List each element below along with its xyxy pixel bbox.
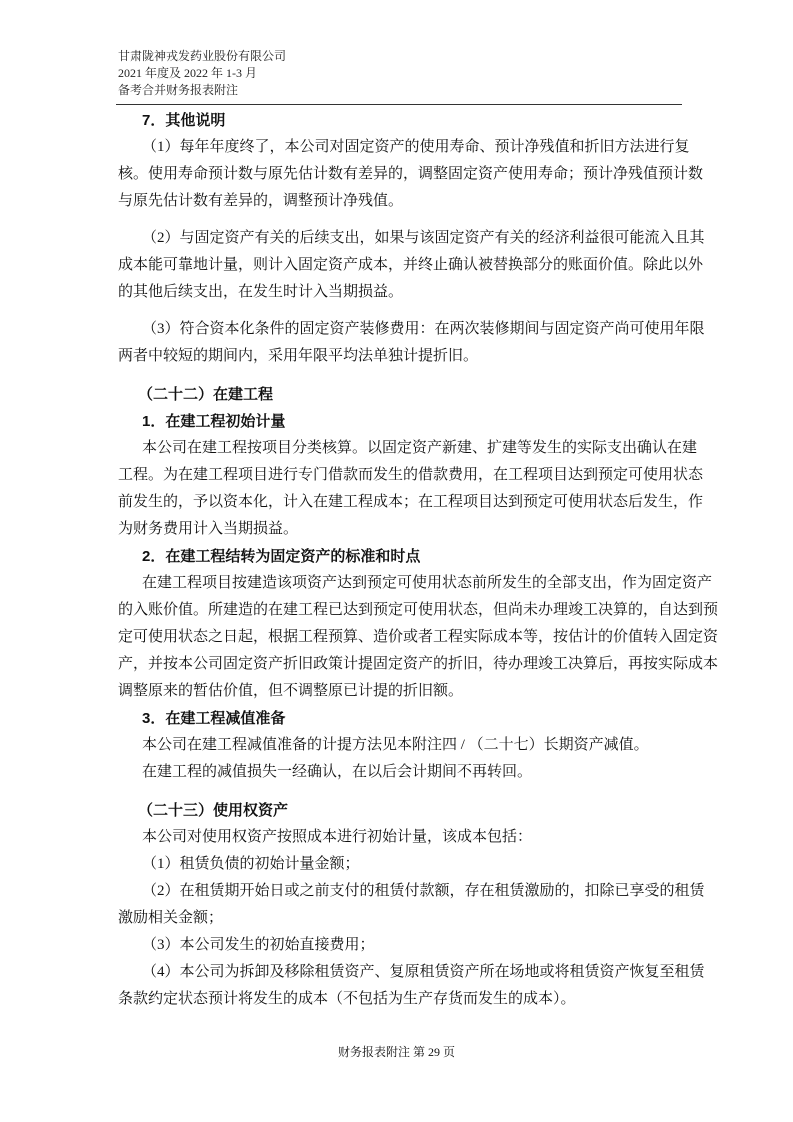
list-item: 条款约定状态预计将发生的成本（不包括为生产存货而发生的成本）。: [118, 991, 576, 1007]
subsection-heading: 1．在建工程初始计量: [142, 413, 286, 430]
paragraph-line: （1）每年年度终了，本公司对固定资产的使用寿命、预计净残值和折旧方法进行复: [142, 139, 690, 155]
list-item: （4）本公司为拆卸及移除租赁资产、复原租赁资产所在场地或将租赁资产恢复至租赁: [142, 964, 705, 980]
list-item: （1）租赁负债的初始计量金额；: [142, 856, 360, 872]
paragraph-line: 成本能可靠地计量，则计入固定资产成本，并终止确认被替换部分的账面价值。除此以外: [118, 257, 704, 273]
paragraph-line: 的其他后续支出，在发生时计入当期损益。: [118, 284, 404, 300]
paragraph-line: 调整原来的暂估价值，但不调整原已计提的折旧额。: [118, 683, 464, 699]
paragraph-line: （3）符合资本化条件的固定资产装修费用：在两次装修期间与固定资产尚可使用年限: [142, 321, 705, 337]
section-heading: （二十三）使用权资产: [138, 802, 289, 819]
paragraph-line: 在建工程项目按建造该项资产达到预定可使用状态前所发生的全部支出，作为固定资产: [142, 575, 713, 591]
paragraph-line: 工程。为在建工程项目进行专门借款而发生的借款费用，在工程项目达到预定可使用状态: [118, 467, 704, 483]
paragraph-line: 前发生的，予以资本化，计入在建工程成本；在工程项目达到预定可使用状态后发生，作: [118, 494, 704, 510]
paragraph-line: 两者中较短的期间内，采用年限平均法单独计提折旧。: [118, 348, 479, 364]
paragraph-line: （2）与固定资产有关的后续支出，如果与该固定资产有关的经济利益很可能流入且其: [142, 230, 705, 246]
list-item: （3）本公司发生的初始直接费用；: [142, 937, 375, 953]
paragraph-line: 本公司在建工程按项目分类核算。以固定资产新建、扩建等发生的实际支出确认在建: [142, 440, 698, 456]
paragraph-line: 的入账价值。所建造的在建工程已达到预定可使用状态，但尚未办理竣工决算的，自达到预: [118, 602, 719, 618]
subsection-heading: 3．在建工程减值准备: [142, 710, 286, 727]
header-period: 2021 年度及 2022 年 1-3 月: [118, 66, 257, 80]
page-footer: 财务报表附注 第 29 页: [337, 1045, 455, 1059]
header-rule: [116, 104, 682, 105]
document-page: [118, 48, 719, 1013]
header-company: 甘肃陇神戎发药业股份有限公司: [118, 49, 287, 63]
list-item: （2）在租赁期开始日或之前支付的租赁付款额，存在租赁激励的，扣除已享受的租赁: [142, 883, 705, 899]
list-item: 激励相关金额；: [118, 910, 224, 926]
paragraph-line: 定可使用状态之日起，根据工程预算、造价或者工程实际成本等，按估计的价值转入固定资: [118, 629, 719, 645]
paragraph-line: 在建工程的减值损失一经确认，在以后会计期间不再转回。: [142, 764, 533, 780]
paragraph-line: 与原先估计数有差异的，调整预计净残值。: [118, 193, 404, 209]
paragraph-line: 产，并按本公司固定资产折旧政策计提固定资产的折旧，待办理竣工决算后，再按实际成本: [118, 656, 719, 672]
paragraph-line: 为财务费用计入当期损益。: [118, 521, 299, 537]
paragraph-line: 核。使用寿命预计数与原先估计数有差异的，调整固定资产使用寿命；预计净残值预计数: [118, 166, 704, 182]
header-doc: 备考合并财务报表附注: [118, 83, 239, 97]
paragraph-line: 本公司在建工程减值准备的计提方法见本附注四 / （二十七）长期资产减值。: [142, 737, 649, 753]
paragraph-line: 本公司对使用权资产按照成本进行初始计量，该成本包括：: [142, 829, 533, 845]
subsection-heading: 2．在建工程结转为固定资产的标准和时点: [142, 548, 421, 565]
section-heading: 7．其他说明: [142, 112, 226, 129]
section-heading: （二十二）在建工程: [138, 386, 274, 403]
